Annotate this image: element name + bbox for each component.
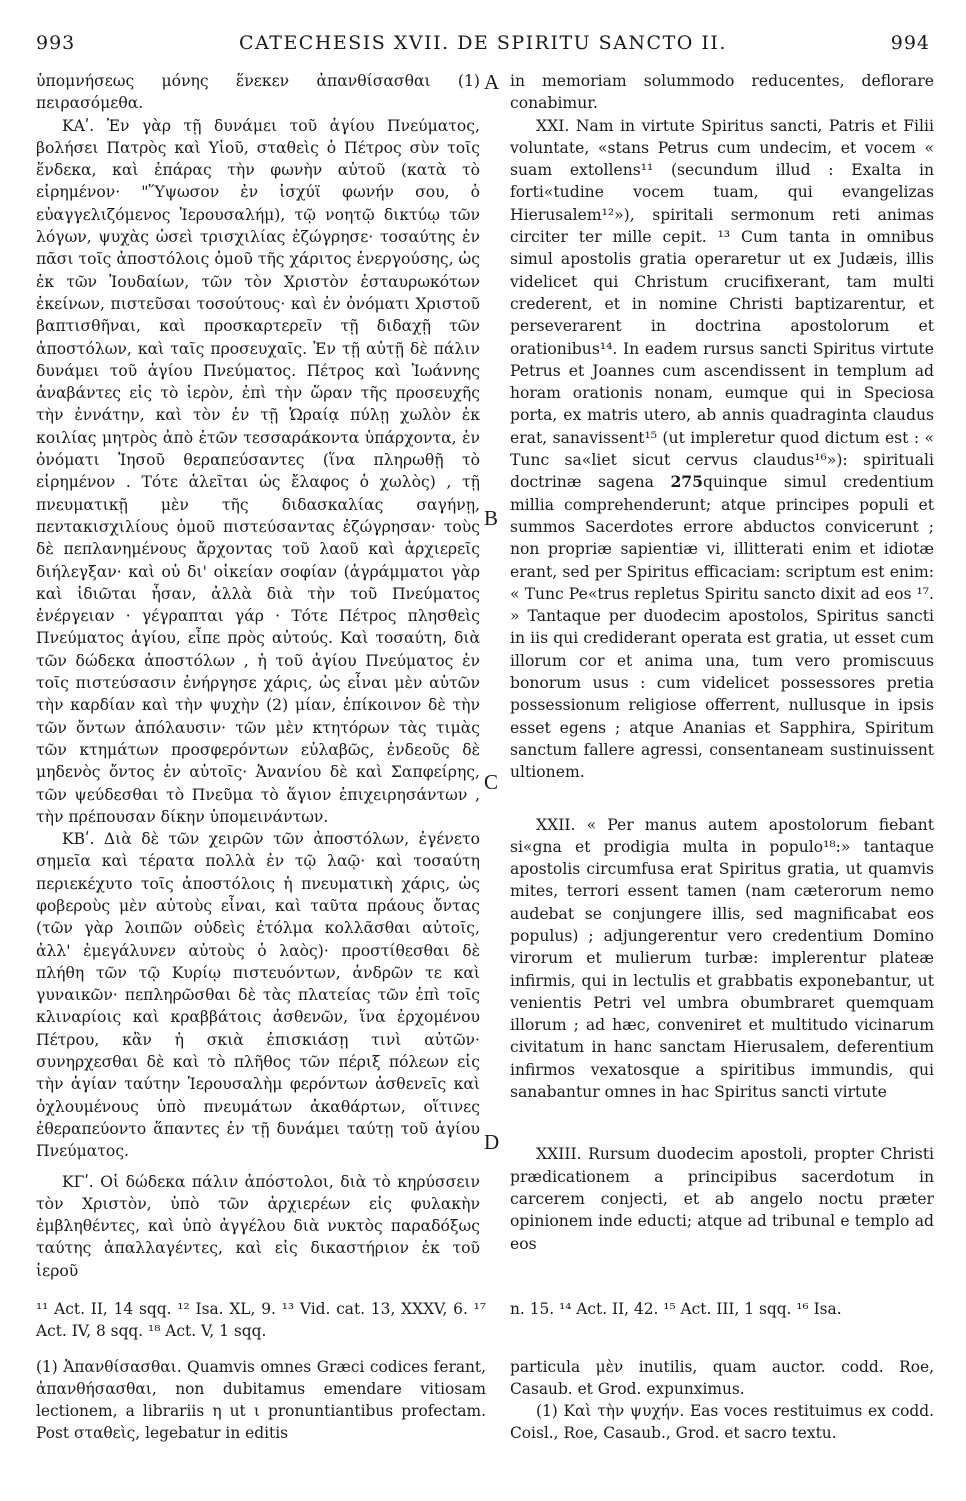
page-number-right: 994 [890,32,930,54]
scripture-references-left: ¹¹ Act. II, 14 sqq. ¹² Isa. XL, 9. ¹³ Vid. cat. 13, XXXV, 6. ¹⁷ Act. IV, 8 sqq. ¹⁸ Act. V, 1 sqq. [36,1300,486,1340]
column-number: 275 [670,472,704,492]
greek-column [36,70,480,1282]
margin-letter-a: A [484,70,500,94]
latin-text: quinque simul credentium millia comprehenderunt; atque principes populi et summos Sacerdotes errore abductos convicerunt ; non propriæ sapientiæ vi, illitterati enim et idiotæ erant, sed per Spiritus efficaciam: scriptum est enim: « Tunc Pe«trus repletus Spiritu sancto dixit ad eos ¹⁷. » Tantaque per duodecim apostolos, Spiritus sancti in iis qui crediderant operata est gratia, ut esset cum illorum cor et anima una, tum vero promiscuus bonorum usus : cum videlicet possessores pretia possessionum religiose offerrent, nullusque in ipsis esset egens ; atque Ananias et Sapphira, Spiritum sanctum fallere agressi, consentaneam sustinuissent ultionem. [510,473,934,782]
footnote-right [510,1356,934,1444]
greek-paragraph: ΚΑʹ. Ἐν γὰρ τῇ δυνάμει τοῦ ἁγίου Πνεύματος, βολήσει Πατρὸς καὶ Υἱοῦ, σταθεὶς ὁ Πέτρος σὺν τοῖς ἕνδεκα, καὶ ἐπάρας τὴν φωνὴν αὐτοῦ (κατὰ τὸ εἰρημένον· "Ὕψωσον ἐν ἰσχύϊ φωνήν σου, ὁ εὐαγγελιζόμενος Ἱερουσαλήμ), τῷ νοητῷ δικτύῳ τῶν λόγων, ψυχὰς ὡσεὶ τρισχιλίας ἐζώγρησε· τοσαύτης ἐν πᾶσι τοῖς ἀποστόλοις ὁμοῦ τῆς χάριτος ἐνεργούσης, ὡς ἐκ τῶν Ἰουδαίων, τῶν τὸν Χριστὸν ἐσταυρωκότων ἐκείνων, πιστεῦσαι τοσούτους· καὶ ἐν ὀνόματι Χριστοῦ βαπτισθῆναι, καὶ προσκαρτερεῖν τῇ διδαχῇ τῶν ἀποστόλων, καὶ ταῖς προσευχαῖς. Ἐν τῇ αὐτῇ δὲ πάλιν δυνάμει τοῦ ἁγίου Πνεύματος. Πέτρος καὶ Ἰωάννης ἀναβάντες εἰς τὸ ἱερὸν, ἐπὶ τὴν ὥραν τῆς προσευχῆς τὴν ἐννάτην, καὶ τὸν ἐν τῇ Ὡραίᾳ πύλῃ χωλὸν ἐκ κοιλίας μητρὸς ἀπὸ ἐτῶν τεσσαράκοντα ὑπάρχοντα, ἐν ὀνόματι Ἰησοῦ θεραπεύσαντες (ἵνα πληρωθῇ τὸ εἰρημένον . Τότε ἁλεῖται ὡς ἔλαφος ὁ χωλὸς) , τῇ πνευματικῇ μὲν τῆς διδασκαλίας σαγήνῃ, πεντακισχιλίους ὁμοῦ πιστεύσαντας ἐζώγρησαν· τοὺς δὲ πεπλανημένους ἄρχοντας τοῦ λαοῦ καὶ ἀρχιερεῖς διήλεγξαν· καὶ οὐ δι' οἰκείαν σοφίαν (ἀγράμματοι γὰρ καὶ ἰδιῶται ἦσαν, ἀλλὰ διὰ τὴν τοῦ Πνεύματος ἐνέργειαν · γέγραπται γάρ · Τότε Πέτρος πλησθεὶς Πνεύματος ἁγίου, εἶπε πρὸς αὐτούς. Καὶ τοσαύτη, διὰ τῶν δώδεκα ἀποστόλων , ἡ τοῦ ἁγίου Πνεύματος ἐν τοῖς πιστεύσασιν ἐνήργησε χάρις, ὡς εἶναι μὲν αὐτῶν τὴν καρδίαν καὶ τὴν ψυχὴν (2) μίαν, ἐπίκοινον δὲ τὴν τῶν ὄντων ἀπόλαυσιν· τῶν μὲν κτητόρων τὰς τιμὰς τῶν κτημάτων προσφερόντων εὐλαβῶς, ἐνδεοῦς δὲ μηδενὸς ὄντος ἐν αὐτοῖς· Ἀνανίου δὲ καὶ Σαπφείρης, τῶν ψεύδεσθαι τὸ Πνεῦμα τὸ ἅγιον ἐπιχειρησάντων , τὴν πρέπουσαν δίκην ὑπομεινάντων. [36,116,480,826]
greek-paragraph: ὑπομνήσεως μόνης ἕνεκεν ἀπανθίσασθαι (1) πειρασόμεθα. [36,72,480,113]
margin-letter-b: B [484,506,499,530]
greek-paragraph: ΚΒʹ. Διὰ δὲ τῶν χειρῶν τῶν ἀποστόλων, ἐγένετο σημεῖα καὶ τέρατα πολλὰ ἐν τῷ λαῷ· καὶ τοσαύτη περιεκέχυτο τοῖς ἀποστόλοις ἡ πνευματικὴ χάρις, ὡς φοβεροὺς μὲν αὐτοὺς εἶναι, καὶ ταῦτα πράους ὄντας (τῶν γὰρ λοιπῶν οὐδεὶς ἐτόλμα κολλᾶσθαι αὐτοῖς, ἀλλ' ἐμεγάλυνεν αὐτοὺς ὁ λαὸς)· προστίθεσθαι δὲ πλήθη τῶν τῷ Κυρίῳ πιστευόντων, ἀνδρῶν τε καὶ γυναικῶν· πεπληρῶσθαι δὲ τὰς πλατείας τῶν ἐπὶ τοῖς κλιναρίοις καὶ κραββάτοις ἀσθενῶν, ἵνα ἐρχομένου Πέτρου, κἂν ἡ σκιὰ ἐπισκιάσῃ τινὶ αὐτῶν· συνηρχεσθαι δὲ καὶ τὸ πλῆθος τῶν πέριξ πόλεων εἰς τὴν ἁγίαν ταύτην Ἱερουσαλὴμ φερόντων ἀσθενεῖς καὶ ὀχλουμένους ὑπὸ πνευμάτων ἀκαθάρτων, οἵτινες ἐθεραπεύοντο ἅπαντες ἐν τῇ δυνάμει ταύτῃ τοῦ ἁγίου Πνεύματος. [36,830,480,1161]
footnote-left [36,1356,486,1444]
latin-column [510,70,934,1255]
footnote-text: (1) Ἀπανθίσασθαι. Quamvis omnes Græci codices ferant, ἀπανθήσασθαι, non dubitamus emendare vitiosam lectionem, a librariis η ut ι pronuntiantibus profectam. Post σταθεὶς, legebatur in editis [36,1358,486,1442]
scripture-references-right: n. 15. ¹⁴ Act. II, 42. ¹⁵ Act. III, 1 sqq. ¹⁶ Isa. [510,1300,842,1318]
margin-letter-c: C [484,770,499,794]
latin-paragraph: XXII. « Per manus autem apostolorum fiebant si«gna et prodigia multa in populo¹⁸:» tantaque apostolis circumfusa erat Spiritus gratia, ut quamvis mites, terrori essent tamen (nam cæterorum nemo audebat se conjungere illis, sed magnificabat eos populus) ; adjungerentur vero credentium Domino virorum et mulierum turbæ: implerentur plateæ infirmis, qui in lectulis et grabbatis exponebantur, ut venientis Petri vel umbra obumbraret quemquam illorum ; ad hæc, conveniret et multitudo vicinarum civitatum in hanc sanctam Hierusalem, deferentium infirmos vexatosque a spiritibus immundis, qui sanabantur omnes in hac Spiritus sancti virtute [510,815,934,1102]
latin-text: XXI. Nam in virtute Spiritus sancti, Patris et Filii voluntate, «stans Petrus cum undecim, et vocem « suam extollens¹¹ (secundum illud : Exalta in forti«tudine vocem tuam, qui evangelizas Hierusalem¹²»), spiritali sermonum reti animas circiter ter mille cepit. ¹³ Cum tanta in omnibus simul apostolis gratia operaretur ut ex Judæis, illis videlicet qui Christum crucifixerant, tam multi crederent, et in nomine Christi baptizarentur, et perseverarent in doctrina apostolorum et orationibus¹⁴. In eadem rursus sancti Spiritus virtute Petrus et Joannes cum ascendissent in templum ad horam orationis nonam, eumque qui in Speciosa porta, ex matris utero, ab annis quadraginta claudus erat, sanavissent¹⁵ (ut impleretur quod dictum est : « Tunc sa«liet sicut cervus claudus¹⁶»): spirituali doctrinæ sagena [510,116,934,492]
page-number-left: 993 [36,32,76,54]
latin-paragraph: XXIII. Rursum duodecim apostoli, propter Christi prædicationem a principibus sacerdotum in carcerem conjecti, et ab angelo noctu præter opinionem inde educti; atque ad tribunal e templo ad eos [510,1145,934,1253]
latin-paragraph [510,115,934,784]
footnote-text: particula μὲν inutilis, quam auctor. codd. Roe, Casaub. et Grod. expunximus. [510,1358,934,1398]
margin-letter-d: D [484,1130,500,1154]
running-head: CATECHESIS XVII. DE SPIRITU SANCTO II. [239,32,727,54]
greek-paragraph: ΚΓʹ. Οἱ δώδεκα πάλιν ἀπόστολοι, διὰ τὸ κηρύσσειν τὸν Χριστὸν, ὑπὸ τῶν ἀρχιερέων εἰς φυλακὴν ἐμβληθέντες, καὶ ὑπὸ ἀγγέλου διὰ νυκτὸς παραδόξως ταύτης ἀπαλλαγέντες, καὶ εἰς δικαστήριον ἐκ τοῦ ἱεροῦ [36,1172,480,1280]
latin-paragraph: in memoriam solummodo reducentes, deflorare conabimur. [510,72,934,113]
footnote-text: (1) Καὶ τὴν ψυχήν. Eas voces restituimus ex codd. Coisl., Roe, Casaub., Grod. et sacro textu. [510,1402,934,1442]
